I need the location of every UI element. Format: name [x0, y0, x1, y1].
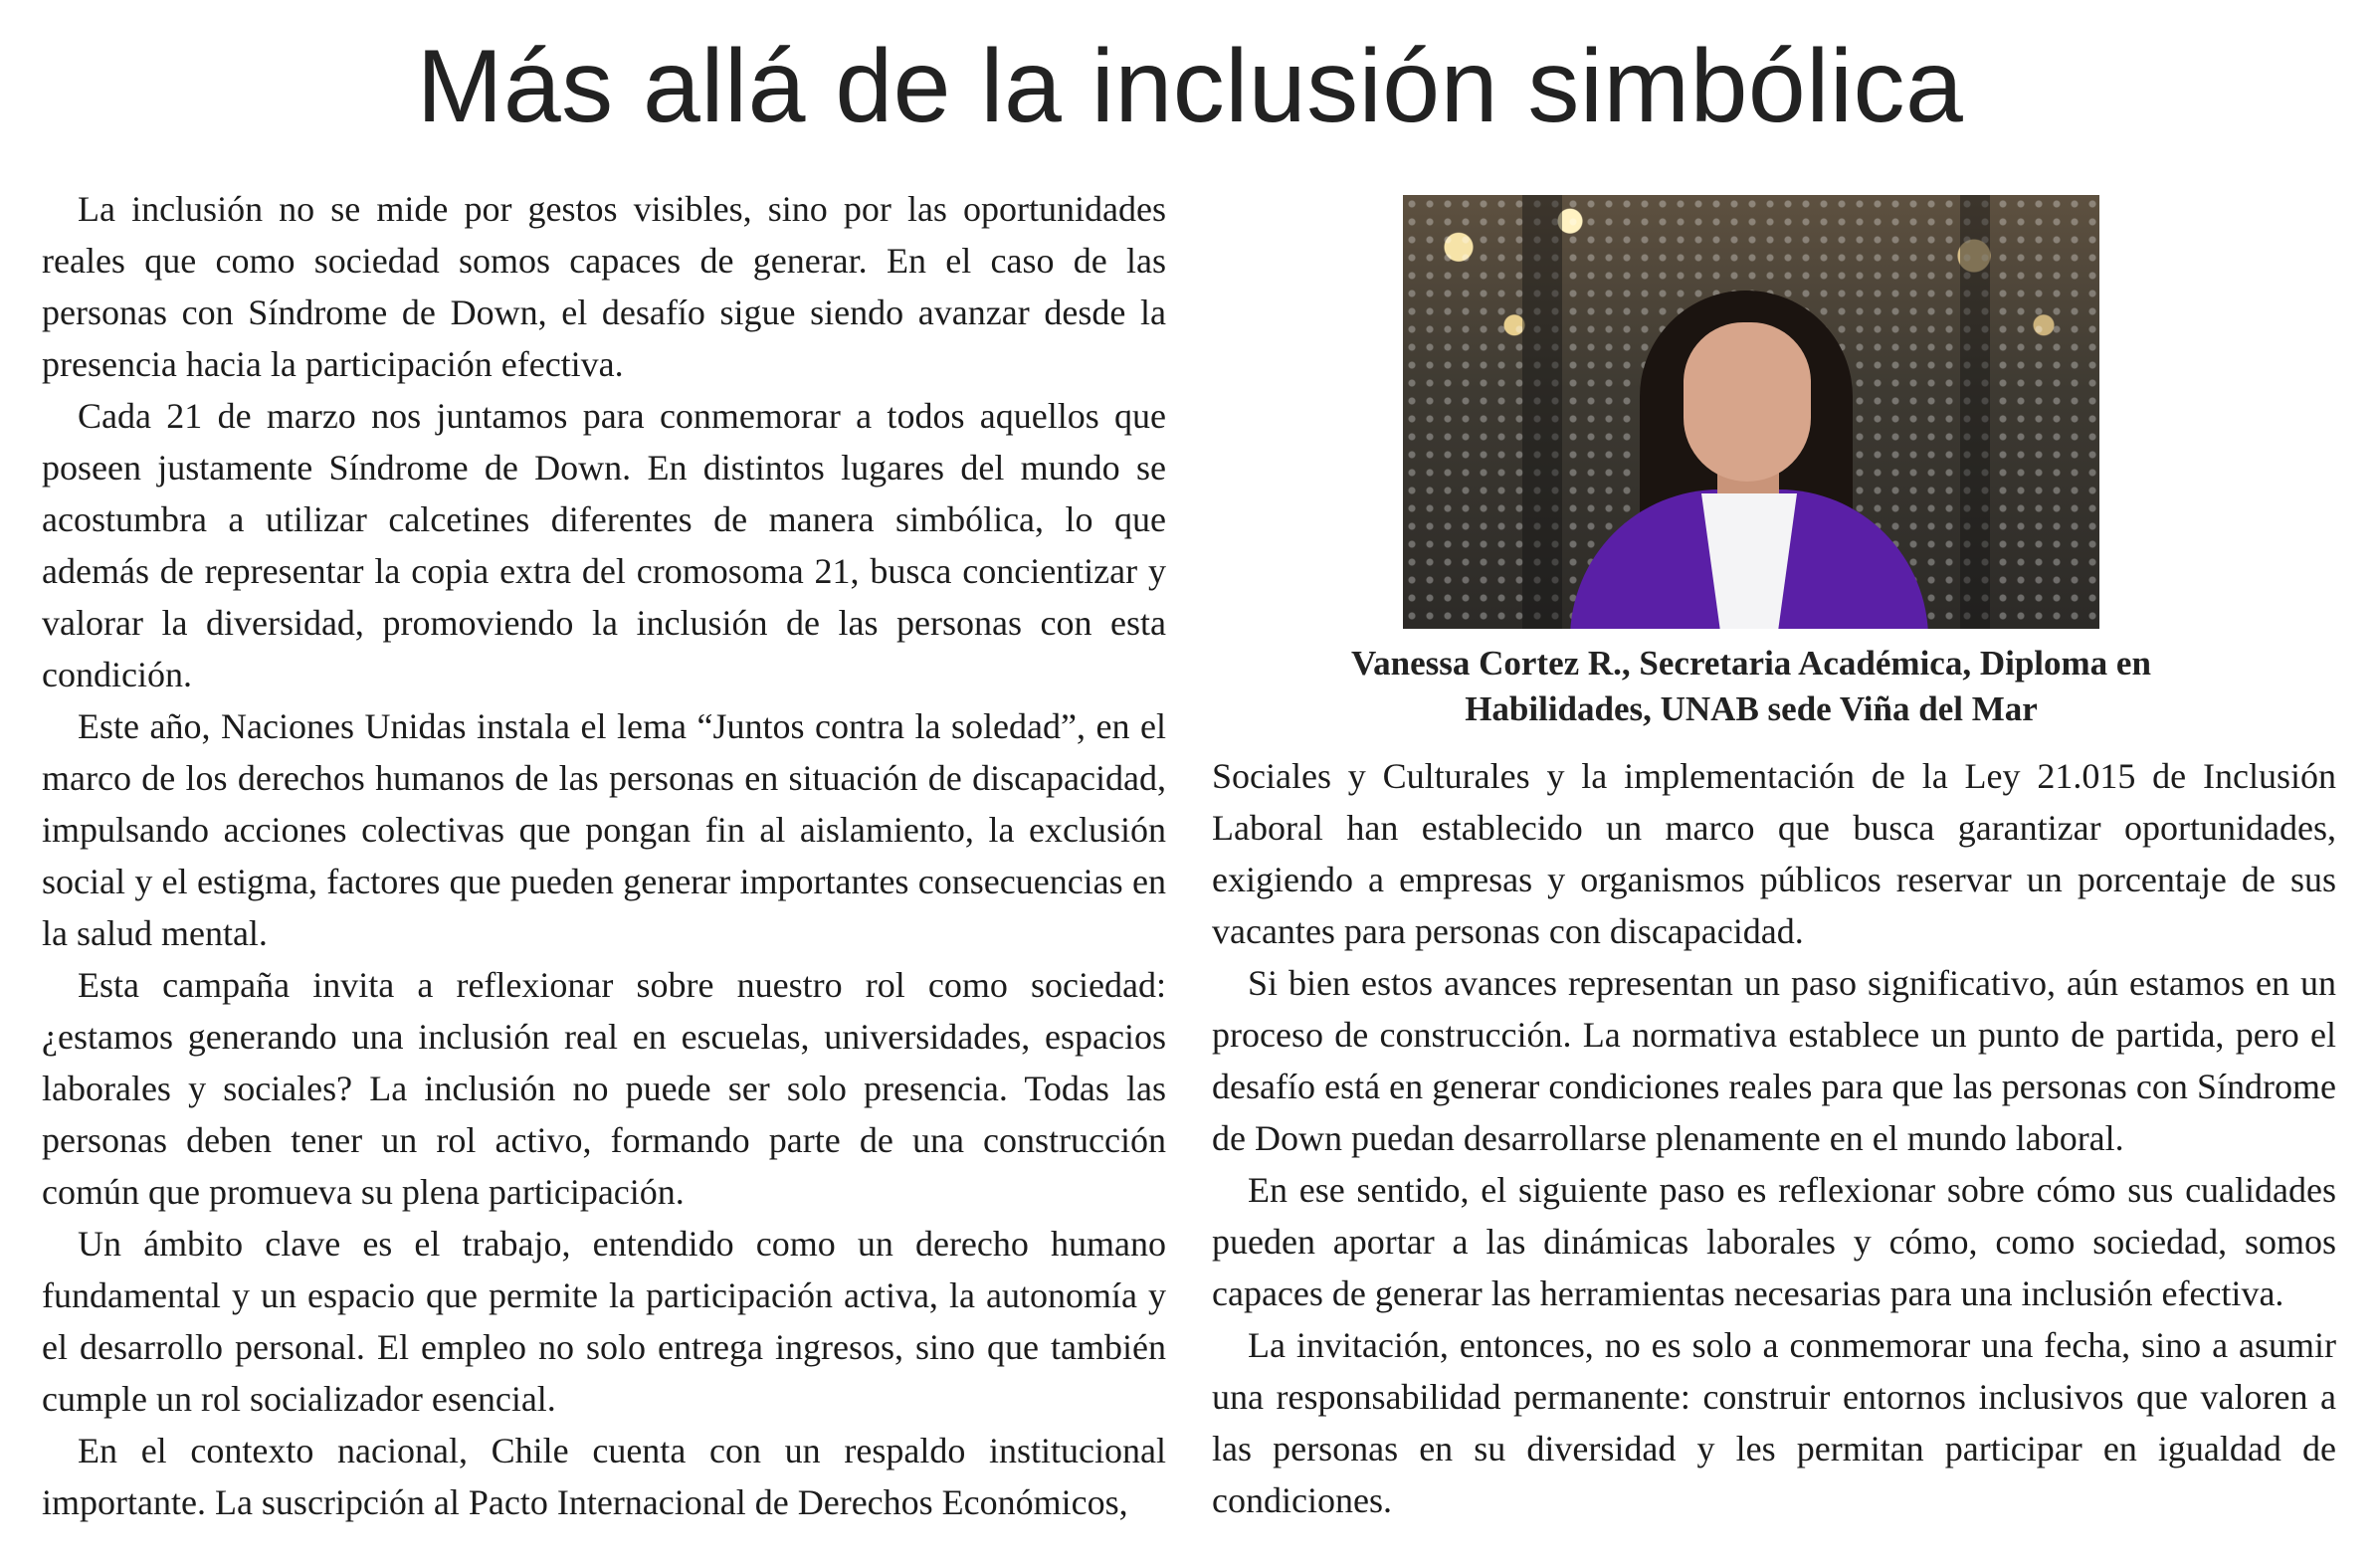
paragraph: En el contexto nacional, Chile cuenta con un respaldo institucional importante. La suscripción al Pacto Internacional de Derechos Económicos,	[42, 1431, 1166, 1522]
background-pillar	[1960, 195, 1990, 629]
portrait-photo	[1403, 195, 2099, 629]
paragraph: La invitación, entonces, no es solo a conmemorar una fecha, sino a asumir una responsabilidad permanente: construir entornos inclusivos que valoren a las personas en su diversidad y les permitan participar en igualdad de condiciones.	[1212, 1325, 2336, 1520]
paragraph: En ese sentido, el siguiente paso es reflexionar sobre cómo sus cualidades pueden aportar a las dinámicas laborales y cómo, como sociedad, somos capaces de generar las herramientas necesarias para una inclusión efectiva.	[1212, 1170, 2336, 1313]
article-title: Más allá de la inclusión simbólica	[416, 29, 1964, 144]
paragraph: Esta campaña invita a reflexionar sobre nuestro rol como sociedad: ¿estamos generando una inclusión real en escuelas, universidades, espacios laborales y sociales? La inclusión no puede ser solo presencia. Todas las personas deben tener un rol activo, formando parte de una construcción común que promueva su plena participación.	[42, 965, 1166, 1212]
portrait-face	[1684, 322, 1811, 482]
caption-line: Vanessa Cortez R., Secretaria Académica, Diploma en	[1351, 644, 2151, 683]
article-column-left	[42, 183, 1166, 1528]
photo-caption	[1293, 641, 2209, 732]
paragraph: Este año, Naciones Unidas instala el lema “Juntos contra la soledad”, en el marco de los derechos humanos de las personas en situación de discapacidad, impulsando acciones colectivas que pongan fin al aislamiento, la exclusión social y el estigma, factores que pueden generar importantes consecuencias en la salud mental.	[42, 706, 1166, 953]
paragraph: Sociales y Culturales y la implementación de la Ley 21.015 de Inclusión Laboral han establecido un marco que busca garantizar oportunidades, exigiendo a empresas y organismos públicos reservar un porcentaje de sus vacantes para personas con discapacidad.	[1212, 756, 2336, 951]
paragraph: Cada 21 de marzo nos juntamos para conmemorar a todos aquellos que poseen justamente Síndrome de Down. En distintos lugares del mundo se acostumbra a utilizar calcetines diferentes de manera simbólica, lo que además de representar la copia extra del cromosoma 21, busca concientizar y valorar la diversidad, promoviendo la inclusión de las personas con esta condición.	[42, 396, 1166, 694]
caption-line: Habilidades, UNAB sede Viña del Mar	[1465, 689, 2038, 728]
paragraph: Si bien estos avances representan un paso significativo, aún estamos en un proceso de construcción. La normativa establece un punto de partida, pero el desafío está en generar condiciones reales para que las personas con Síndrome de Down puedan desarrollarse plenamente en el mundo laboral.	[1212, 963, 2336, 1158]
paragraph: La inclusión no se mide por gestos visibles, sino por las oportunidades reales que como sociedad somos capaces de generar. En el caso de las personas con Síndrome de Down, el desafío sigue siendo avanzar desde la presencia hacia la participación efectiva.	[42, 189, 1166, 384]
article-column-right	[1212, 750, 2336, 1526]
paragraph: Un ámbito clave es el trabajo, entendido como un derecho humano fundamental y un espacio que permite la participación activa, la autonomía y el desarrollo personal. El empleo no solo entrega ingresos, sino que también cumple un rol socializador esencial.	[42, 1224, 1166, 1419]
background-pillar	[1522, 195, 1562, 629]
